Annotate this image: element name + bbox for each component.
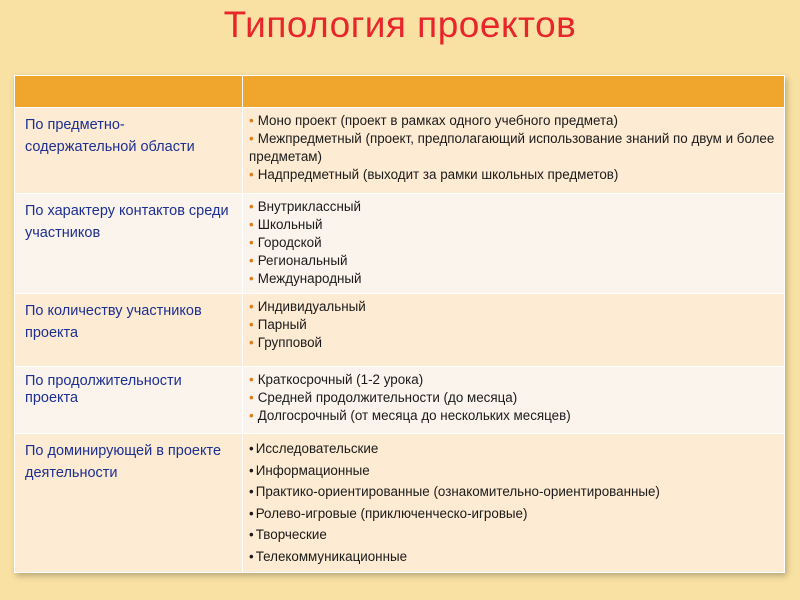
list-item: • Школьный — [249, 217, 323, 232]
category-cell: По количеству участников проекта — [15, 294, 243, 367]
list-item: • Межпредметный (проект, предполагающий использование знаний по двум и более предметам) — [249, 131, 775, 164]
list-item: • Надпредметный (выходит за рамки школьных предметов) — [249, 167, 619, 182]
list-item: • Информационные — [249, 462, 370, 478]
items-cell — [243, 108, 785, 194]
list-item: • Международный — [249, 271, 362, 286]
list-item: • Творческие — [249, 527, 327, 543]
category-cell: По предметно-содержательной области — [15, 108, 243, 194]
list-item: • Долгосрочный (от месяца до нескольких месяцев) — [249, 408, 571, 423]
items-cell — [243, 434, 785, 573]
table-row — [15, 294, 785, 367]
list-item: • Индивидуальный — [249, 299, 366, 314]
table-header-row — [15, 76, 785, 108]
items-cell — [243, 294, 785, 367]
list-item: • Региональный — [249, 253, 348, 268]
items-cell — [243, 194, 785, 294]
list-item: • Исследовательские — [249, 441, 379, 456]
table-row — [15, 367, 785, 434]
header-cell — [243, 76, 785, 108]
typology-table — [14, 75, 785, 573]
table-row — [15, 434, 785, 573]
list-item: • Краткосрочный (1-2 урока) — [249, 372, 424, 387]
page-title: Типология проектов — [223, 4, 577, 45]
category-cell: По характеру контактов среди участников — [15, 194, 243, 294]
items-cell — [243, 367, 785, 434]
table-row — [15, 194, 785, 294]
list-item: • Парный — [249, 317, 307, 332]
list-item: • Городской — [249, 235, 322, 250]
header-cell — [15, 76, 243, 108]
list-item: • Ролево-игровые (приключенческо-игровые) — [249, 505, 528, 521]
table-row — [15, 108, 785, 194]
list-item: • Телекоммуникационные — [249, 548, 408, 564]
list-item: • Практико-ориентированные (ознакомительно-ориентированные) — [249, 484, 660, 500]
category-cell: По продолжительности проекта — [15, 367, 243, 434]
list-item: • Моно проект (проект в рамках одного учебного предмета) — [249, 113, 618, 128]
category-cell: По доминирующей в проекте деятельности — [15, 434, 243, 573]
list-item: • Групповой — [249, 335, 323, 350]
list-item: • Внутриклассный — [249, 199, 361, 214]
list-item: • Средней продолжительности (до месяца) — [249, 390, 518, 405]
